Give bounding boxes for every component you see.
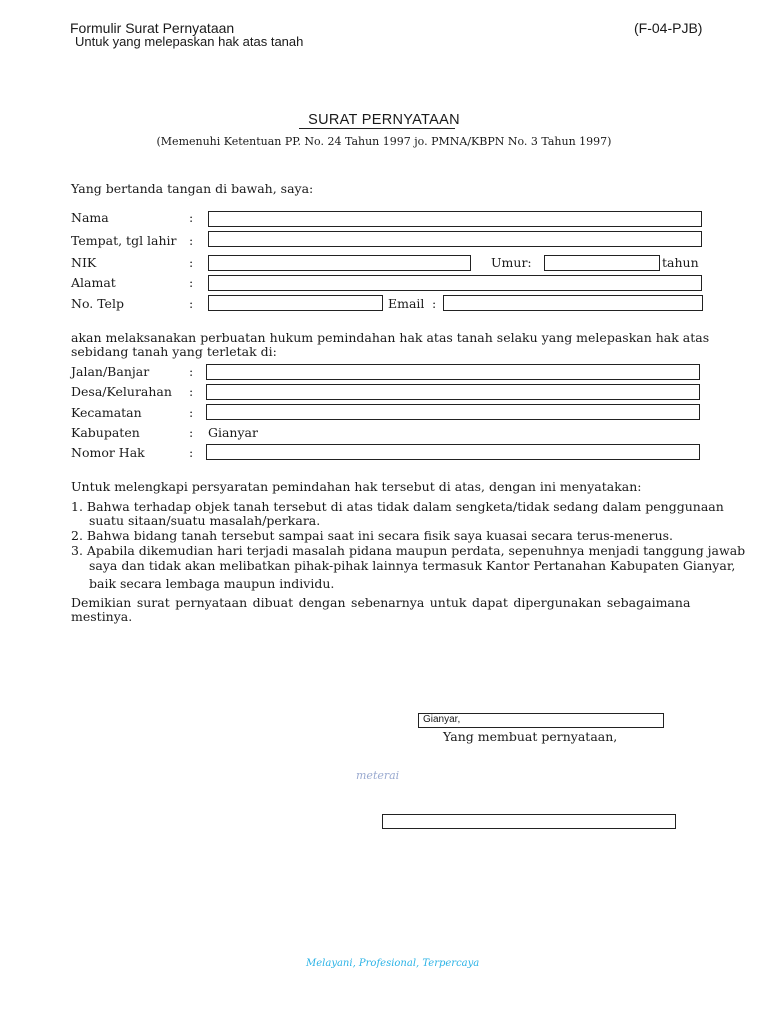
street-colon: : xyxy=(189,364,194,379)
phone-label: No. Telp xyxy=(71,296,124,311)
footer-motto: Melayani, Profesional, Terpercaya xyxy=(306,958,480,969)
closing-line2: mestinya. xyxy=(71,609,133,624)
nik-label: NIK xyxy=(71,255,97,270)
age-label: Umur: xyxy=(491,255,532,270)
form-title: Formulir Surat Pernyataan xyxy=(70,20,235,36)
statements-intro: Untuk melengkapi persyaratan pemindahan hak tersebut di atas, dengan ini menyatakan: xyxy=(71,479,642,494)
signer-name-field[interactable] xyxy=(382,814,676,829)
statement-2: 2. Bahwa bidang tanah tersebut sampai saat ini secara fisik saya kuasai secara terus-menerus. xyxy=(71,528,674,543)
age-unit: tahun xyxy=(662,255,699,270)
village-label: Desa/Kelurahan xyxy=(71,384,172,399)
place-date-text: Gianyar, xyxy=(423,714,461,725)
birth-field[interactable] xyxy=(208,231,702,247)
title-underline xyxy=(299,128,455,129)
email-field[interactable] xyxy=(443,295,703,311)
stamp-label: meterai xyxy=(356,769,400,782)
phone-field[interactable] xyxy=(208,295,383,311)
address-field[interactable] xyxy=(208,275,702,291)
email-colon: : xyxy=(432,296,437,311)
district-field[interactable] xyxy=(206,404,700,420)
phone-colon: : xyxy=(189,296,194,311)
village-colon: : xyxy=(189,384,194,399)
signer-label: Yang membuat pernyataan, xyxy=(443,729,618,744)
regency-value: Gianyar xyxy=(208,425,258,440)
regency-label: Kabupaten xyxy=(71,425,140,440)
district-colon: : xyxy=(189,405,194,420)
document-title: SURAT PERNYATAAN xyxy=(308,112,460,128)
street-label: Jalan/Banjar xyxy=(71,364,150,379)
address-label: Alamat xyxy=(71,275,116,290)
village-field[interactable] xyxy=(206,384,700,400)
name-colon: : xyxy=(189,210,194,225)
nik-colon: : xyxy=(189,255,194,270)
statement-3-line3: baik secara lembaga maupun individu. xyxy=(89,576,335,591)
right-number-field[interactable] xyxy=(206,444,700,460)
intro-text: Yang bertanda tangan di bawah, saya: xyxy=(71,181,314,196)
address-colon: : xyxy=(189,275,194,290)
land-intro-line2: sebidang tanah yang terletak di: xyxy=(71,344,277,359)
land-intro-line1: akan melaksanakan perbuatan hukum pemindahan hak atas tanah selaku yang melepaskan hak atas xyxy=(71,330,710,345)
statement-3-line2: saya dan tidak akan melibatkan pihak-pihak lainnya termasuk Kantor Pertanahan Kabupaten Gianyar, xyxy=(89,558,736,573)
regency-colon: : xyxy=(189,425,194,440)
closing-line1: Demikian surat pernyataan dibuat dengan sebenarnya untuk dapat dipergunakan sebagaimana xyxy=(71,595,691,610)
form-code: (F-04-PJB) xyxy=(634,20,703,36)
right-number-label: Nomor Hak xyxy=(71,445,145,460)
birth-label: Tempat, tgl lahir xyxy=(71,233,177,248)
document-subtitle: (Memenuhi Ketentuan PP. No. 24 Tahun 1997 jo. PMNA/KBPN No. 3 Tahun 1997) xyxy=(156,135,612,148)
nik-field[interactable] xyxy=(208,255,471,271)
statement-1-line1: 1. Bahwa terhadap objek tanah tersebut di atas tidak dalam sengketa/tidak sedang dalam penggunaan xyxy=(71,499,724,514)
name-label: Nama xyxy=(71,210,109,225)
birth-colon: : xyxy=(189,233,194,248)
age-field[interactable] xyxy=(544,255,660,271)
statement-3-line1: 3. Apabila dikemudian hari terjadi masalah pidana maupun perdata, sepenuhnya menjadi tanggung jawab xyxy=(71,543,746,558)
form-subtitle: Untuk yang melepaskan hak atas tanah xyxy=(75,34,304,49)
place-date-field[interactable] xyxy=(418,713,664,728)
email-label: Email xyxy=(388,296,425,311)
right-number-colon: : xyxy=(189,445,194,460)
statement-1-line2: suatu sitaan/suatu masalah/perkara. xyxy=(89,513,321,528)
name-field[interactable] xyxy=(208,211,702,227)
district-label: Kecamatan xyxy=(71,405,142,420)
street-field[interactable] xyxy=(206,364,700,380)
